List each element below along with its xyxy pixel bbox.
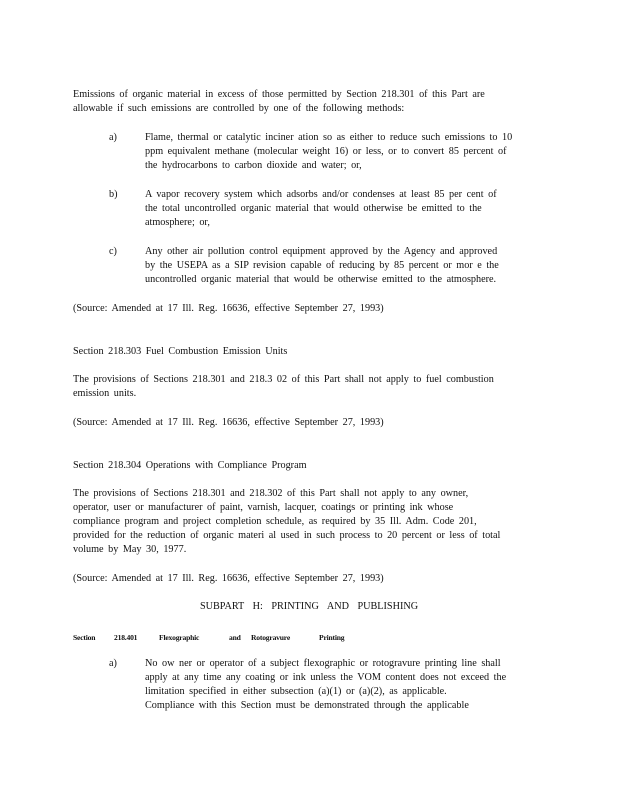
- sec304-line: provided for the reduction of organic materi al used in such process to 20 percent or less of total: [73, 530, 501, 541]
- heading-word: and: [229, 633, 241, 642]
- method-c-line: Any other air pollution control equipment approved by the Agency and approved: [145, 246, 498, 257]
- source-note: (Source: Amended at 17 Ill. Reg. 16636, effective September 27, 1993): [73, 417, 384, 428]
- method-a-line: ppm equivalent methane (molecular weight 16) or less, or to convert 85 percent of: [145, 146, 507, 157]
- source-note: (Source: Amended at 17 Ill. Reg. 16636, effective September 27, 1993): [73, 573, 384, 584]
- intro-line: Emissions of organic material in excess of those permitted by Section 218.301 of this Part are: [73, 89, 485, 100]
- source-note: (Source: Amended at 17 Ill. Reg. 16636, effective September 27, 1993): [73, 303, 384, 314]
- list-label-b: b): [109, 189, 118, 200]
- section-heading-304: Section 218.304 Operations with Compliance Program: [73, 460, 307, 471]
- heading-word: 218.401: [114, 633, 138, 642]
- sec303-line: emission units.: [73, 388, 137, 399]
- sec401-line: apply at any time any coating or ink unless the VOM content does not exceed the: [145, 672, 507, 683]
- heading-word: Rotogravure: [251, 633, 290, 642]
- intro-line: allowable if such emissions are controlled by one of the following methods:: [73, 103, 405, 114]
- list-label-a: a): [109, 658, 117, 669]
- sec303-line: The provisions of Sections 218.301 and 218.3 02 of this Part shall not apply to fuel combustion: [73, 374, 494, 385]
- sec401-line: Compliance with this Section must be demonstrated through the applicable: [145, 700, 469, 711]
- method-b-line: the total uncontrolled organic material that would otherwise be emitted to the: [145, 203, 482, 214]
- section-heading-303: Section 218.303 Fuel Combustion Emission Units: [73, 346, 288, 357]
- list-label-a: a): [109, 132, 117, 143]
- sec304-line: operator, user or manufacturer of paint, varnish, lacquer, coatings or printing ink whose: [73, 502, 454, 513]
- sec401-line: limitation specified in either subsection (a)(1) or (a)(2), as applicable.: [145, 686, 447, 697]
- section-heading-401: [73, 631, 373, 643]
- method-b-line: atmosphere; or,: [145, 217, 210, 228]
- subpart-heading: SUBPART H: PRINTING AND PUBLISHING: [199, 601, 419, 612]
- sec304-line: compliance program and project completion schedule, as required by 35 Ill. Adm. Code 201,: [73, 516, 477, 527]
- method-a-line: the hydrocarbons to carbon dioxide and water; or,: [145, 160, 362, 171]
- sec304-line: volume by May 30, 1977.: [73, 544, 187, 555]
- method-a-line: Flame, thermal or catalytic inciner ation so as either to reduce such emissions to 10: [145, 132, 513, 143]
- heading-word: Printing: [319, 633, 345, 642]
- method-c-line: by the USEPA as a SIP revision capable of reducing by 85 percent or mor e the: [145, 260, 499, 271]
- heading-word: Section: [73, 633, 96, 642]
- sec401-line: No ow ner or operator of a subject flexographic or rotogravure printing line shall: [145, 658, 501, 669]
- method-c-line: uncontrolled organic material that would be otherwise emitted to the atmosphere.: [145, 274, 497, 285]
- list-label-c: c): [109, 246, 117, 257]
- method-b-line: A vapor recovery system which adsorbs and/or condenses at least 85 per cent of: [145, 189, 497, 200]
- heading-word: Flexographic: [159, 633, 200, 642]
- sec304-line: The provisions of Sections 218.301 and 218.302 of this Part shall not apply to any owner,: [73, 488, 469, 499]
